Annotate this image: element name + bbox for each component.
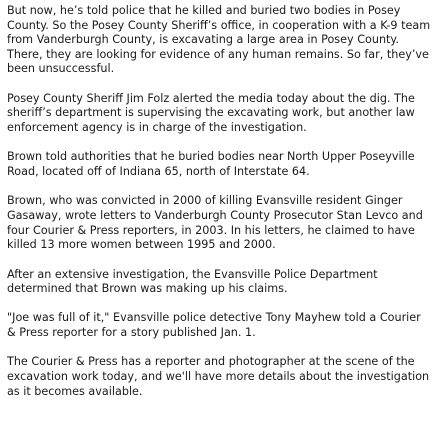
article-paragraph-6: "Joe was full of it," Evansville police detective Tony Mayhew told a Courier & Press reporter for a story published Jan. 1. bbox=[7, 311, 421, 340]
article-paragraph-7: The Courier & Press has a reporter and photographer at the scene of the excavation work today, and we'll have more details about the investigation as it becomes available. bbox=[7, 355, 430, 398]
article-paragraph-1: But now, he’s told police that he killed and buried two bodies in Posey County. So the Posey County Sheriff’s office, in cooperation with a K-9 team from Vanderburgh County, is excavating a large area in Posey County. There, they are looking for evidence of any human remains. So far, they’ve been unsuccessful. bbox=[7, 4, 431, 76]
article-body bbox=[7, 4, 432, 399]
article-paragraph-4: Brown, who was convicted in 2000 of killing Evansville resident Ginger Gasaway, wrote letters to Vanderburgh County Prosecutor Stan Levco and four Courier & Press reporters, in 2003. In his letters, he claimed to have killed 13 more women between 1995 and 2000. bbox=[7, 194, 423, 252]
article-paragraph-5: After an extensive investigation, the Evansville Police Department determined that Brown was making up his claims. bbox=[7, 267, 378, 296]
article-paragraph-2: Posey County Sheriff Jim Folz alerted the media today about the dig. The sheriff’s department is supervising the excavating work, but another law enforcement agency is in charge of the investigation. bbox=[7, 91, 415, 134]
article-paragraph-3: Brown told authorities that he buried bodies near North Upper Poseyville Road, located off of Indiana 65, north of Interstate 64. bbox=[7, 150, 415, 178]
